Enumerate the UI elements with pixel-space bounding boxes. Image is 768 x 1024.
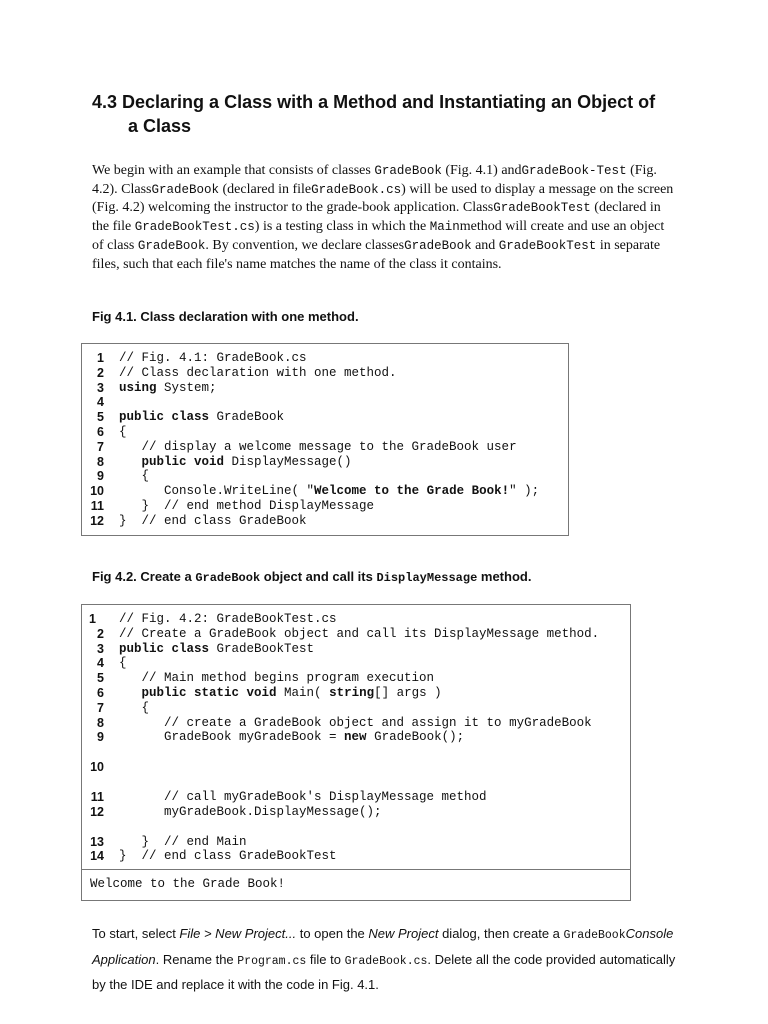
code-line [82, 381, 568, 396]
closing-paragraph [92, 922, 692, 997]
line-number: 1 [89, 612, 96, 626]
code-text: public void DisplayMessage() [141, 454, 352, 469]
code-line [82, 642, 630, 657]
fig1-code-listing [81, 343, 569, 536]
code-text: { [119, 469, 150, 484]
code-text: // create a GradeBook object and assign it to myGradeBook [119, 715, 592, 730]
line-number: 1 [97, 351, 104, 365]
line-number: 9 [97, 730, 104, 745]
intro-code: Main [429, 220, 460, 235]
code-line [82, 499, 568, 514]
code-line [82, 790, 630, 805]
fig2-code-listing [81, 604, 631, 901]
code-text: using System; [119, 380, 217, 395]
line-number: 2 [97, 365, 104, 380]
code-text: public class GradeBook [119, 410, 285, 425]
code-text: // Fig. 4.2: GradeBookTest.cs [119, 612, 337, 626]
line-number: 13 [90, 834, 104, 849]
line-number: 3 [97, 380, 104, 395]
code-text: myGradeBook.DisplayMessage(); [119, 804, 382, 819]
line-number: 7 [97, 700, 104, 715]
closing-emphasis: File > New Project... [179, 926, 297, 941]
code-text: // Class declaration with one method. [119, 365, 397, 380]
fig2-caption-text: Fig 4.2. Create a [92, 569, 196, 584]
intro-code: GradeBookTest [498, 238, 597, 253]
fig2-caption-code: DisplayMessage [376, 571, 478, 585]
code-line [82, 656, 630, 671]
intro-text: . By convention, we declare classes [205, 237, 405, 253]
section-heading [92, 90, 692, 138]
code-line [82, 835, 630, 850]
code-line [82, 686, 630, 701]
code-text: { [119, 425, 127, 439]
line-number: 6 [97, 425, 104, 439]
line-number: 10 [90, 760, 104, 775]
code-line [82, 366, 568, 381]
code-text: GradeBook myGradeBook = new GradeBook(); [119, 730, 465, 745]
closing-code: GradeBook.cs [344, 954, 428, 968]
intro-text: ) is a testing class in which the [254, 219, 430, 235]
fig2-caption-code: GradeBook [195, 571, 261, 585]
line-number: 2 [97, 626, 104, 641]
code-line [82, 716, 630, 731]
closing-text: dialog, then create a [438, 926, 564, 941]
intro-text: ) will be used to display a message on the screen (Fig. 4.2) welcoming the instructor to the grade-book application. Class [92, 181, 674, 216]
intro-code: GradeBook.cs [311, 182, 402, 197]
code-text: Console.WriteLine( "Welcome to the Grade Book!" ); [119, 484, 540, 499]
line-number: 4 [97, 656, 104, 671]
code-line [82, 612, 630, 627]
intro-text: (Fig. 4.1) and [441, 163, 522, 178]
line-number: 4 [97, 395, 104, 410]
intro-code: GradeBook [151, 182, 220, 197]
heading-line-1: 4.3 Declaring a Class with a Method and Instantiating an Object of [92, 92, 656, 112]
intro-text: (declared in the file [92, 200, 661, 235]
closing-text: To start, select [92, 926, 180, 941]
code-line [82, 671, 630, 686]
line-number: 11 [90, 499, 104, 513]
intro-text: in separate files, such that each file's name matches the name of the class it contains. [92, 237, 661, 272]
code-line [82, 395, 568, 410]
line-number: 6 [97, 686, 104, 700]
intro-text: (Fig. 4.2). Class [92, 163, 657, 197]
line-number: 12 [90, 513, 104, 528]
intro-text: and [471, 237, 499, 253]
code-text: } // end method DisplayMessage [119, 499, 375, 513]
code-line [82, 410, 568, 425]
code-line [82, 730, 630, 745]
code-text: // Create a GradeBook object and call its DisplayMessage method. [119, 626, 600, 641]
intro-code: GradeBook-Test [521, 164, 627, 178]
code-line [82, 425, 568, 440]
closing-code: Program.cs [237, 954, 307, 968]
line-number: 8 [97, 454, 104, 469]
closing-emphasis: New Project [368, 926, 439, 941]
intro-text: method will create and use an object of class [92, 219, 665, 253]
code-line [82, 514, 568, 529]
program-output: Welcome to the Grade Book! [90, 877, 286, 891]
line-number: 11 [90, 790, 104, 804]
code-line [82, 484, 568, 499]
code-line [82, 760, 630, 775]
code-line [82, 469, 568, 484]
intro-code: GradeBookTest.cs [134, 220, 255, 235]
code-text: public static void Main( string[] args ) [141, 686, 442, 700]
code-line [82, 455, 568, 470]
closing-text: . Rename the [155, 951, 238, 967]
intro-code: GradeBook [137, 238, 206, 253]
fig2-caption [92, 569, 531, 585]
intro-text: (declared in file [219, 181, 312, 197]
closing-text: . Delete all the code provided automatically by the IDE and replace it with the code in Fig. 4.1. [92, 951, 676, 992]
code-text: // display a welcome message to the GradeBook user [119, 439, 517, 454]
intro-code: GradeBookTest [493, 201, 591, 216]
line-number: 10 [90, 484, 104, 499]
code-line [82, 351, 568, 366]
code-text: } // end class GradeBookTest [119, 849, 337, 864]
line-number: 12 [90, 804, 104, 819]
intro-paragraph [92, 162, 674, 274]
code-line [82, 701, 630, 716]
closing-text: to open the [296, 926, 369, 941]
heading-line-2: a Class [128, 116, 192, 136]
line-number: 7 [97, 439, 104, 454]
line-number: 9 [97, 469, 104, 484]
line-number: 5 [97, 410, 104, 425]
code-text: // call myGradeBook's DisplayMessage method [119, 790, 487, 804]
code-line [82, 440, 568, 455]
code-text: public class GradeBookTest [119, 641, 315, 656]
code-text: // Main method begins program execution [119, 671, 435, 686]
line-number: 8 [97, 715, 104, 730]
code-text: } // end class GradeBook [119, 513, 307, 528]
code-line [82, 849, 630, 864]
closing-code: GradeBook [563, 929, 626, 942]
fig2-caption-text: object and call its [260, 569, 377, 584]
output-divider [82, 869, 630, 870]
line-number: 3 [97, 641, 104, 656]
code-text: { [119, 656, 127, 671]
fig2-caption-text: method. [477, 569, 532, 584]
intro-text: We begin with an example that consists of classes [92, 163, 375, 178]
code-text: // Fig. 4.1: GradeBook.cs [119, 351, 307, 365]
fig1-caption: Fig 4.1. Class declaration with one method. [92, 309, 359, 324]
closing-emphasis: Console Application [92, 926, 674, 967]
code-text: { [119, 700, 150, 715]
line-number: 5 [97, 671, 104, 686]
code-line [82, 805, 630, 820]
code-text: } // end Main [119, 834, 247, 849]
code-line [82, 627, 630, 642]
intro-code: GradeBook [404, 238, 472, 253]
closing-text: file to [306, 951, 345, 967]
line-number: 14 [90, 849, 104, 864]
intro-code: GradeBook [374, 164, 442, 178]
